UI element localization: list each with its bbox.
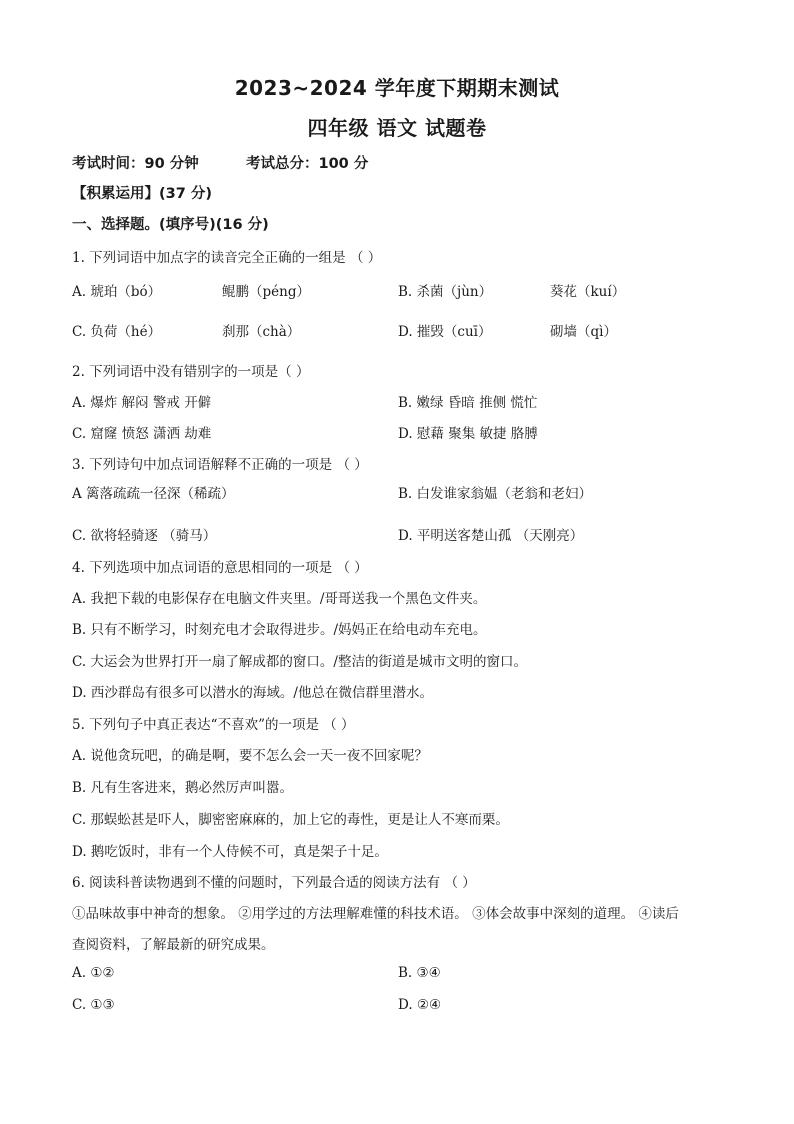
q3-option-d: D. 平明送客楚山孤 （天刚亮） bbox=[398, 528, 584, 544]
total-score: 考试总分：100 分 bbox=[246, 156, 369, 172]
q2-option-a: A. 爆炸 解闷 警戒 开僻 bbox=[72, 395, 212, 411]
q4-option-c: C. 大运会为世界打开一扇了解成都的窗口。/整洁的街道是城市文明的窗口。 bbox=[72, 654, 527, 670]
q1-option-a2: 鲲鹏（péng） bbox=[222, 284, 310, 300]
q4-option-d: D. 西沙群岛有很多可以潜水的海域。/他总在微信群里潜水。 bbox=[72, 685, 433, 701]
q2-option-d: D. 慰藉 聚集 敏捷 胳膊 bbox=[398, 426, 538, 442]
question-2-stem: 2. 下列词语中没有错别字的一项是（ ） bbox=[72, 364, 310, 380]
q6-option-d: D. ②④ bbox=[398, 997, 442, 1013]
q6-option-b: B. ③④ bbox=[398, 965, 441, 981]
q5-option-a: A. 说他贪玩吧，的确是啊，要不怎么会一天一夜不回家呢？ bbox=[72, 748, 428, 764]
q1-option-b1: B. 杀菌（jùn） bbox=[398, 284, 493, 300]
question-5-stem: 5. 下列句子中真正表达“不喜欢”的一项是 （ ） bbox=[72, 717, 355, 733]
question-4-stem: 4. 下列选项中加点词语的意思相同的一项是 （ ） bbox=[72, 560, 368, 576]
q1-option-a1: A. 琥珀（bó） bbox=[72, 284, 162, 300]
q1-option-d1: D. 摧毁（cuī） bbox=[398, 324, 492, 340]
q4-option-a: A. 我把下载的电影保存在电脑文件夹里。/哥哥送我一个黑色文件夹。 bbox=[72, 591, 487, 607]
q5-option-b: B. 凡有生客进来，鹅必然厉声叫嚣。 bbox=[72, 780, 294, 796]
q1-option-c1: C. 负荷（hé） bbox=[72, 324, 162, 340]
section-heading: 【积累运用】(37 分) bbox=[72, 186, 212, 202]
q4-option-b: B. 只有不断学习，时刻充电才会取得进步。/妈妈正在给电动车充电。 bbox=[72, 622, 487, 638]
q6-option-c: C. ①③ bbox=[72, 997, 115, 1013]
part-heading: 一、选择题。(填序号)(16 分) bbox=[72, 217, 269, 233]
exam-title: 2023~2024 学年度下期期末测试 bbox=[234, 76, 560, 100]
q1-option-b2: 葵花（kuí） bbox=[550, 284, 626, 300]
q6-options-line-1: ①品味故事中神奇的想象。 ②用学过的方法理解难懂的科技术语。 ③体会故事中深刻的道理。 ④读后 bbox=[72, 906, 679, 922]
q3-option-a: A 篱落疏疏一径深（稀疏） bbox=[72, 486, 235, 502]
q3-option-b: B. 白发谁家翁媪（老翁和老妇） bbox=[398, 486, 593, 502]
question-3-stem: 3. 下列诗句中加点词语解释不正确的一项是 （ ） bbox=[72, 457, 368, 473]
q6-options-line-2: 查阅资料，了解最新的研究成果。 bbox=[72, 937, 275, 953]
q2-option-c: C. 窟窿 愤怒 潇洒 劫难 bbox=[72, 426, 212, 442]
exam-time: 考试时间：90 分钟 bbox=[72, 156, 199, 172]
q5-option-c: C. 那蜈蚣甚是吓人，脚密密麻麻的，加上它的毒性，更是让人不寒而栗。 bbox=[72, 812, 509, 828]
q2-option-b: B. 嫩绿 昏暗 推侧 慌忙 bbox=[398, 395, 538, 411]
q1-option-c2: 刹那（chà） bbox=[222, 324, 301, 340]
exam-subtitle: 四年级 语文 试题卷 bbox=[307, 116, 487, 140]
q3-option-c: C. 欲将轻骑逐 （骑马） bbox=[72, 528, 217, 544]
q5-option-d: D. 鹅吃饭时，非有一个人侍候不可，真是架子十足。 bbox=[72, 844, 388, 860]
question-1-stem: 1. 下列词语中加点字的读音完全正确的一组是 （ ） bbox=[72, 250, 382, 266]
q6-option-a: A. ①② bbox=[72, 965, 115, 981]
question-6-stem: 6. 阅读科普读物遇到不懂的问题时，下列最合适的阅读方法有 （ ） bbox=[72, 875, 476, 891]
q1-option-d2: 砌墙（qì） bbox=[550, 324, 617, 340]
